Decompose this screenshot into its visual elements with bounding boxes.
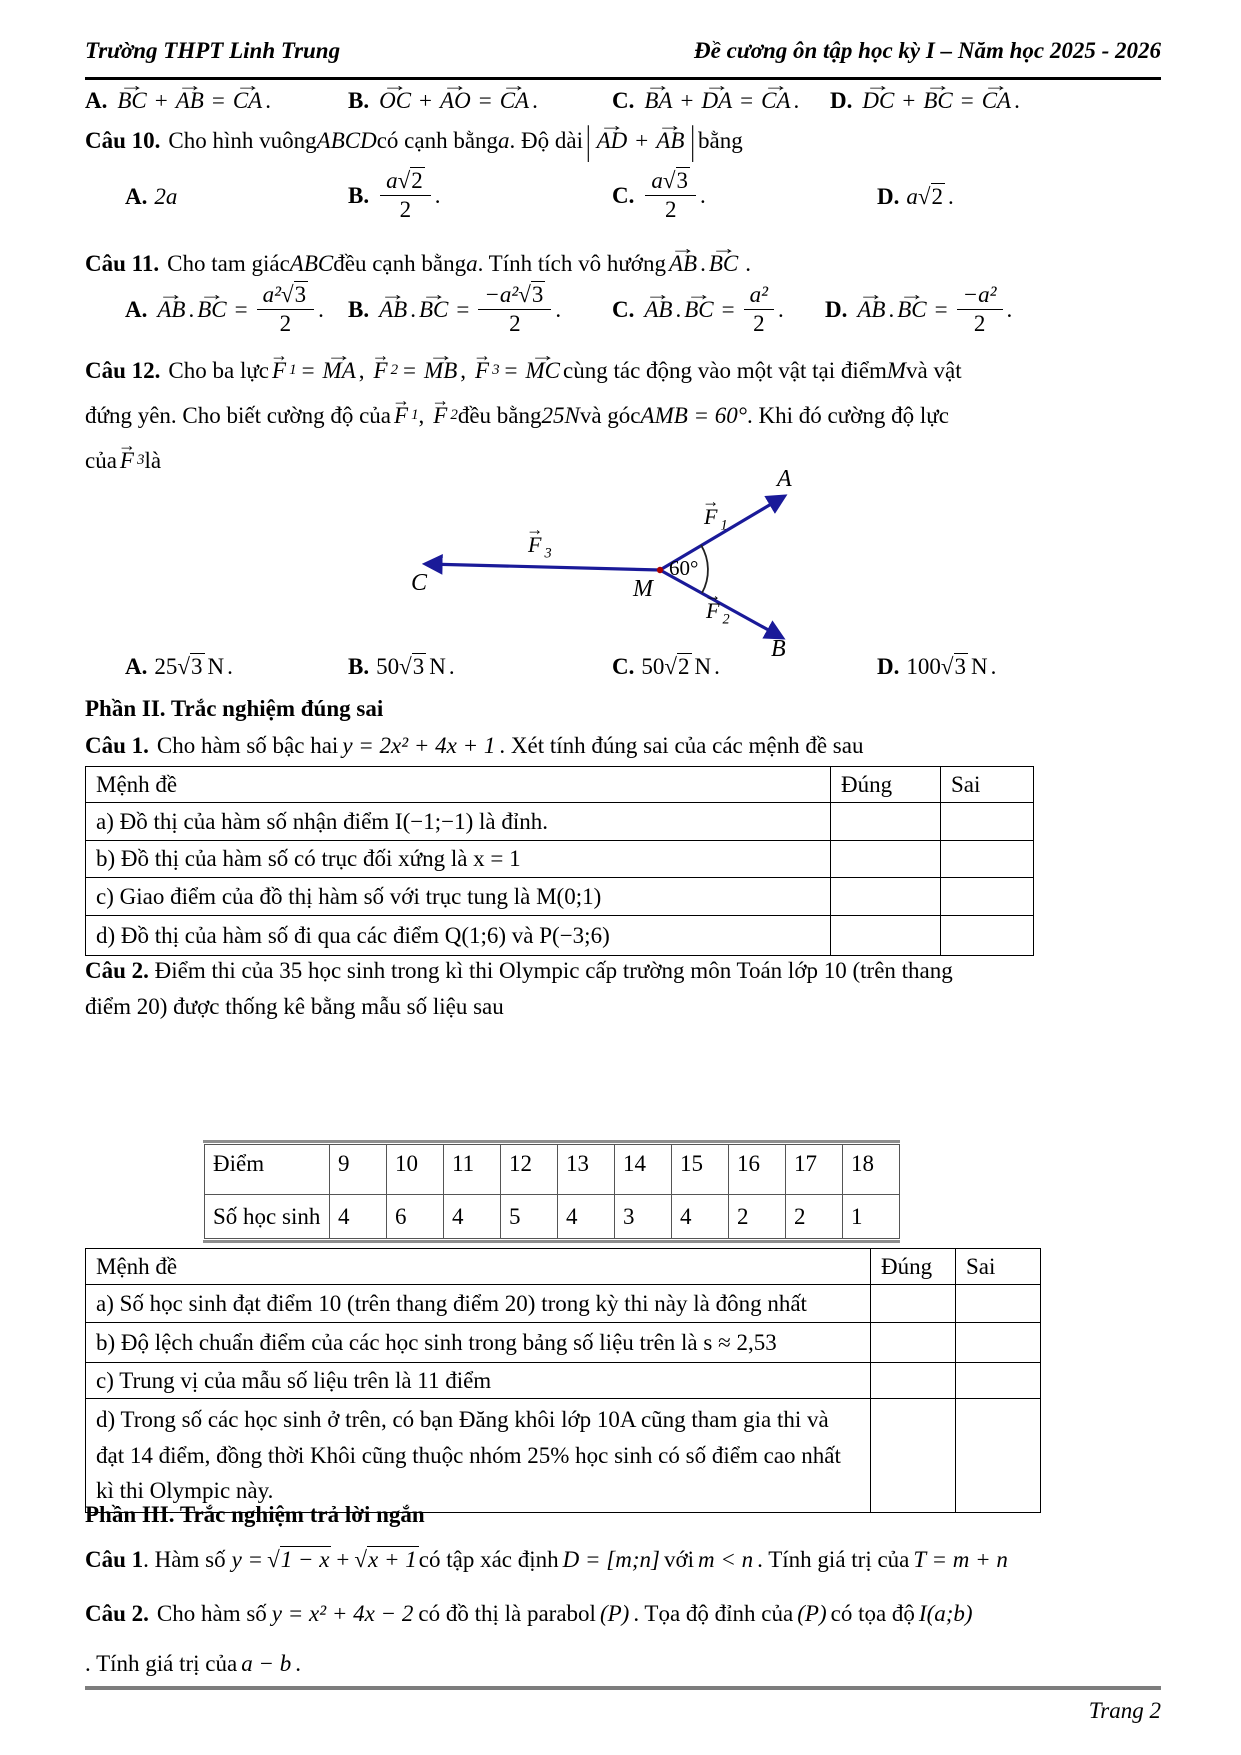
table-row <box>86 916 1034 956</box>
vector-term: AO → <box>439 88 472 114</box>
question-12 <box>85 348 1161 483</box>
option-c: C. 50 √2 N . <box>612 654 720 679</box>
part2-question-1: Câu 1. Cho hàm số bậc hai y = 2x² + 4x + 1 . Xét tính đúng sai của các mệnh đề sau <box>85 733 864 758</box>
question-12-line3: của F → 3 là <box>85 438 1161 483</box>
question-2-line2: điểm 20) được thống kê bằng mẫu số liệu sau <box>85 994 504 1019</box>
question-11-options <box>85 282 1161 346</box>
vector-f3: F → <box>474 358 490 384</box>
fraction: $\frac{\text{a²}}{2}$ <box>744 282 774 338</box>
statement-d: d) Trong số các học sinh ở trên, có bạn Đăng khôi lớp 10A cũng tham gia thi và đạt 14 điểm, đồng thời Khôi cũng thuộc nhóm 25% học sinh có số điểm cao nhất kì thi Olympic này. <box>86 1399 871 1513</box>
vector-term: CA → <box>760 88 791 114</box>
vector-term: MA → <box>322 358 357 384</box>
question-label: Câu 1. <box>85 733 149 758</box>
point-b-label: B <box>771 636 786 662</box>
count-row-label: Số học sinh <box>205 1195 330 1239</box>
question-label: Câu 2. <box>85 1601 149 1626</box>
option-label: B. <box>348 88 370 113</box>
dung-cell <box>831 803 941 841</box>
vector-f2: F → <box>373 358 389 384</box>
page-content <box>85 0 1161 1755</box>
point-m-dot <box>657 567 663 573</box>
fraction: $\frac{a√2}{2}$ <box>380 168 431 224</box>
dung-cell <box>871 1399 956 1513</box>
sai-cell <box>956 1285 1041 1323</box>
vector-f1: F → <box>271 358 287 384</box>
vector-term: DA → <box>700 88 733 114</box>
statement-c: c) Trung vị của mẫu số liệu trên là 11 điểm <box>86 1363 871 1399</box>
option-c: C. AB → . BC → = $\frac{\text{a²}}{2}$ . <box>612 282 784 338</box>
statement-b: b) Độ lệch chuẩn điểm của các học sinh trong bảng số liệu trên là s ≈ 2,53 <box>86 1323 871 1363</box>
question-12-options <box>85 654 1161 690</box>
option-a: A. 2a <box>125 184 178 209</box>
vector-term: BC → <box>922 88 953 114</box>
statement-a: a) Số học sinh đạt điểm 10 (trên thang điểm 20) trong kỳ thi này là đông nhất <box>86 1285 871 1323</box>
option-a: A. 25 √3 N . <box>125 654 233 679</box>
col-dung: Đúng <box>871 1249 956 1285</box>
option-b: B. AB → . BC → = $\frac{\text{−a²√3}}{2}$ . <box>348 282 561 338</box>
fraction: $\frac{\text{a²√3}}{2}$ <box>257 282 315 338</box>
question-11: Câu 11. Cho tam giác ABC đều cạnh bằng a . Tính tích vô hướng AB → . BC → . <box>85 246 751 282</box>
option-label: C. <box>612 88 635 113</box>
dung-cell <box>871 1285 956 1323</box>
page-number: Trang 2 <box>1088 1698 1161 1723</box>
sai-cell <box>941 916 1034 956</box>
statement-b: b) Đồ thị của hàm số có trục đối xứng là x = 1 <box>86 841 831 878</box>
col-menhde: Mệnh đề <box>86 767 831 803</box>
table-row <box>86 1323 1041 1363</box>
sai-cell <box>956 1399 1041 1513</box>
vector-term: BC → <box>116 88 147 114</box>
dung-cell <box>831 841 941 878</box>
statement-a: a) Đồ thị của hàm số nhận điểm I(−1;−1) là đỉnh. <box>86 803 831 841</box>
option-b: B. OC → + AO → = CA → . <box>348 88 538 114</box>
table-row <box>86 841 1034 878</box>
vector-term: AB → <box>655 128 685 154</box>
point-a-label: A <box>777 466 792 492</box>
dung-cell <box>831 878 941 916</box>
vector-term: BC → <box>708 251 739 277</box>
question-label: Câu 2. <box>85 958 149 983</box>
sai-cell <box>941 841 1034 878</box>
fraction: $\frac{\text{−a²}}{2}$ <box>957 282 1003 338</box>
vector-f3-arrow <box>427 564 660 570</box>
score-row-label: Điểm <box>205 1145 330 1195</box>
option-b: B. $\frac{a√2}{2}$ . <box>348 168 441 223</box>
col-dung: Đúng <box>831 767 941 803</box>
option-c: C. $\frac{a√3}{2}$ . <box>612 168 706 223</box>
f3-label: F → $_3$ <box>525 532 552 562</box>
option-a: A. BC → + AB → = CA → . <box>85 88 271 114</box>
f2-label: F → $_2$ <box>703 598 730 628</box>
angle-label: 60° <box>669 556 699 580</box>
col-sai: Sai <box>956 1249 1041 1285</box>
sai-cell <box>956 1363 1041 1399</box>
abs-bar: | <box>690 118 695 162</box>
col-sai: Sai <box>941 767 1034 803</box>
question-12-line1: Câu 12. Cho ba lực F → 1 = MA → , F → 2 = MB → , F → 3 = MC → cùng tác động vào một vật tại điểm M và vật <box>85 348 1161 393</box>
score-table-wrap <box>203 1140 900 1243</box>
point-m-label: M <box>633 576 653 602</box>
part3-question-2-line2: . Tính giá trị của a − b . <box>85 1651 302 1676</box>
option-d: D. 100 √3 N . <box>877 654 997 679</box>
vector-term: DC → <box>861 88 895 114</box>
table-row <box>86 878 1034 916</box>
vector-term: BA → <box>643 88 673 114</box>
part3-question-1: Câu 1 . Hàm số y = √1 − x + √x + 1 có tập xác định D = [m;n] với m < n . Tính giá trị của T = m + n <box>85 1547 1008 1572</box>
vector-term: AD → <box>596 128 629 154</box>
question-12-line2: đứng yên. Cho biết cường độ của F → 1 , F → 2 đều bằng 25N và góc AMB = 60° . Khi đó cường độ lực <box>85 393 1161 438</box>
part-3-heading: Phần III. Trắc nghiệm trả lời ngắn <box>85 1502 425 1527</box>
school-name: Trường THPT Linh Trung <box>85 38 341 63</box>
part-2-heading: Phần II. Trắc nghiệm đúng sai <box>85 696 384 721</box>
question-10-options <box>85 168 1161 232</box>
option-d: D. DC → + BC → = CA → . <box>830 88 1020 114</box>
doc-title: Đề cương ôn tập học kỳ I – Năm học 2025 - 2026 <box>694 38 1161 63</box>
col-menhde: Mệnh đề <box>86 1249 871 1285</box>
table-row <box>86 803 1034 841</box>
vector-term: CA → <box>981 88 1012 114</box>
option-d: D. AB → . BC → = $\frac{\text{−a²}}{2}$ . <box>825 282 1012 338</box>
statement-d: d) Đồ thị của hàm số đi qua các điểm Q(1;6) và P(−3;6) <box>86 916 831 956</box>
true-false-table-2 <box>85 1248 1041 1513</box>
option-a: A. AB → . BC → = $\frac{\text{a²√3}}{2}$ . <box>125 282 324 338</box>
question-label: Câu 11. <box>85 251 160 276</box>
vector-term: AB → <box>175 88 205 114</box>
vector-term: CA → <box>499 88 530 114</box>
count-row: Số học sinh 4 6 4 5 4 3 4 2 2 1 <box>205 1195 900 1239</box>
vector-term: CA → <box>232 88 263 114</box>
dung-cell <box>871 1363 956 1399</box>
option-d: D. a √2 . <box>877 184 954 209</box>
fraction: $\frac{a√3}{2}$ <box>645 168 696 224</box>
table-row <box>86 1399 1041 1513</box>
sai-cell <box>956 1323 1041 1363</box>
option-label: D. <box>830 88 853 113</box>
dung-cell <box>871 1323 956 1363</box>
question-10: Câu 10. Cho hình vuông ABCD có cạnh bằng a . Độ dài | AD → + AB → | bằng <box>85 116 743 166</box>
option-b: B. 50 √3 N . <box>348 654 455 679</box>
vector-term: MC → <box>525 358 562 384</box>
question-2-line1: Câu 2. Điểm thi của 35 học sinh trong kì thi Olympic cấp trường môn Toán lớp 10 (trên thang <box>85 958 953 983</box>
vector-term: OC → <box>378 88 412 114</box>
f1-label: F → $_1$ <box>701 504 728 534</box>
question-label: Câu 1 <box>85 1547 144 1572</box>
true-false-table-1 <box>85 766 1034 956</box>
question-label: Câu 10. <box>85 128 161 153</box>
score-table <box>204 1144 900 1239</box>
dung-cell <box>831 916 941 956</box>
doc-header <box>85 38 1161 64</box>
option-c: C. BA → + DA → = CA → . <box>612 88 799 114</box>
table-row <box>86 1285 1041 1323</box>
abs-bar: | <box>586 118 591 162</box>
vector-term: AB → <box>668 251 698 277</box>
footer-rule <box>85 1686 1161 1690</box>
part2-question-2 <box>85 958 1161 1030</box>
table-header-row <box>86 1249 1041 1285</box>
sai-cell <box>941 803 1034 841</box>
table-row <box>86 1363 1041 1399</box>
score-row: Điểm 9 10 11 12 13 14 15 16 17 18 <box>205 1145 900 1195</box>
force-diagram <box>385 466 855 672</box>
fraction: $\frac{\text{−a²√3}}{2}$ <box>478 282 551 338</box>
statement-c: c) Giao điểm của đồ thị hàm số với trục tung là M(0;1) <box>86 878 831 916</box>
sai-cell <box>941 878 1034 916</box>
question-label: Câu 12. <box>85 357 161 383</box>
part3-question-2: Câu 2. Cho hàm số y = x² + 4x − 2 có đồ thị là parabol (P) . Tọa độ đỉnh của (P) có tọa độ I(a;b) <box>85 1601 973 1626</box>
table-header-row <box>86 767 1034 803</box>
point-c-label: C <box>411 570 428 596</box>
vector-term: MB → <box>423 358 458 384</box>
option-label: A. <box>85 88 108 113</box>
formula: y = 2x² + 4x + 1 <box>342 733 496 758</box>
